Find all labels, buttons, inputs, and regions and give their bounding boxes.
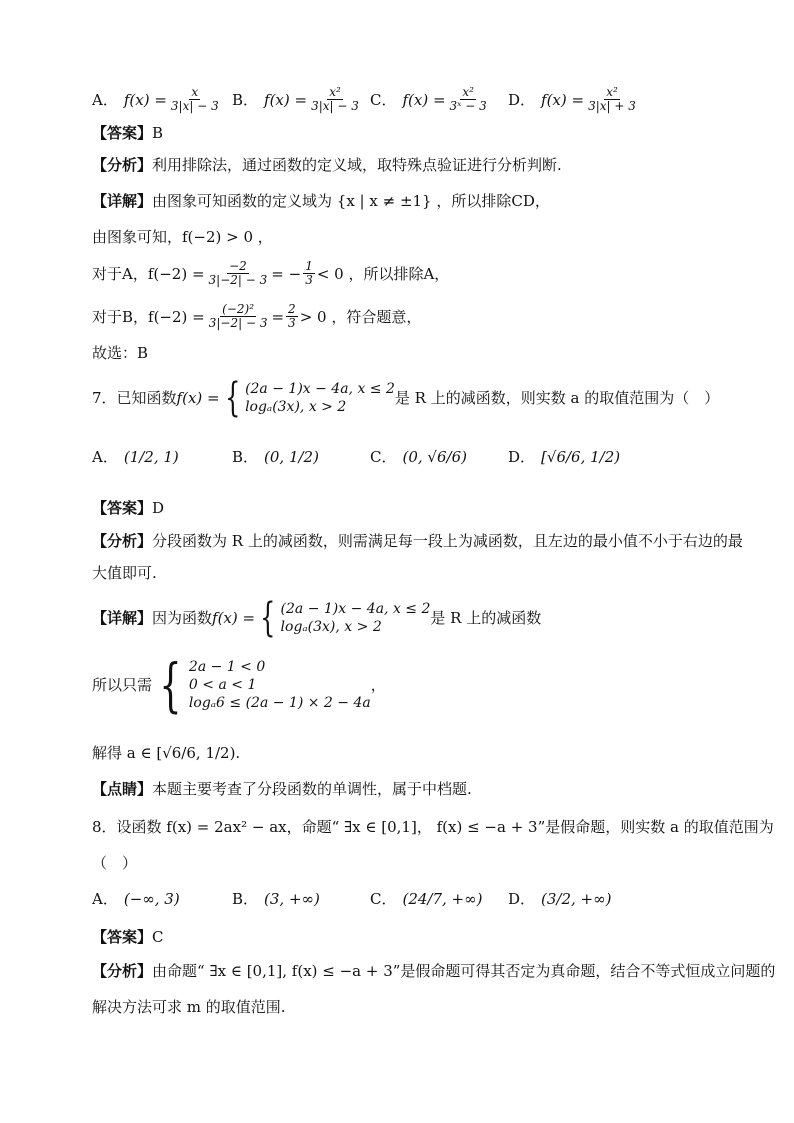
fraction: $\frac{x}{3|x| - 3}$ bbox=[170, 85, 219, 113]
q6-option-c: C． f(x) = $\frac{\text{x²}}{\text{3ˣ − 3}}$ bbox=[370, 85, 487, 113]
q6-detail-line-5: 故选：B bbox=[92, 344, 149, 362]
q7-option-d: D． [√6/6, 1/2) bbox=[508, 447, 621, 466]
q8-analysis-line-1: 【分析】由命题“ ∃x ∈ [0,1], f(x) ≤ −a + 3”是假命题可得其否定为真命题，结合不等式恒成立问题的 bbox=[92, 962, 776, 980]
fraction: $\frac{2}{3}$ bbox=[288, 302, 296, 330]
condition-system: 2a − 1 < 0 0 < a < 1 logₐ6 ≤ (2a − 1) × 2 − 4a bbox=[188, 659, 371, 711]
fraction: $\frac{\text{x²}}{3|x| - 3}$ bbox=[311, 85, 359, 113]
q7-option-a: A． (1/2, 1) bbox=[92, 447, 179, 466]
fraction: $\frac{1}{3}$ bbox=[305, 259, 313, 287]
left-brace: { bbox=[159, 651, 182, 719]
fraction: $\frac{\text{x²}}{3|x| + 3}$ bbox=[588, 85, 636, 113]
q8-option-d: D． (3/2, +∞) bbox=[508, 889, 612, 908]
q6-option-a: A． f(x) = $\frac{x}{3|x| - 3}$ bbox=[92, 85, 219, 113]
question-8-line-1: 8．设函数 f(x) = 2ax² − ax，命题“ ∃x ∈ [0,1]， f(x) ≤ −a + 3”是假命题，则实数 a 的取值范围为 bbox=[92, 818, 774, 836]
question-8-line-2: （ ） bbox=[92, 854, 138, 872]
q7-option-b: B． (0, 1/2) bbox=[232, 447, 319, 466]
q8-option-c: C． (24/7, +∞) bbox=[370, 889, 483, 908]
q7-option-c: C． (0, √6/6) bbox=[370, 447, 467, 466]
left-brace: { bbox=[224, 375, 240, 421]
q6-analysis: 【分析】利用排除法，通过函数的定义域，取特殊点验证进行分析判断. bbox=[92, 156, 562, 174]
q6-detail-line-4: 对于B，f(−2) = $\frac{\text{(−2)²}}{3|-2| - 3}$ = $\frac{2}{3}$ > 0 ，符合题意， bbox=[92, 302, 422, 330]
q8-option-b: B． (3, +∞) bbox=[232, 889, 320, 908]
q7-detail-line-3: 解得 a ∈ [√6/6, 1/2). bbox=[92, 744, 241, 762]
q8-answer: 【答案】C bbox=[92, 928, 164, 946]
piecewise-cases: (2a − 1)x − 4a, x ≤ 2 logₐ(3x), x > 2 bbox=[245, 381, 395, 415]
q8-option-a: A． (−∞, 3) bbox=[92, 889, 180, 908]
q6-option-d: D． f(x) = $\frac{\text{x²}}{3|x| + 3}$ bbox=[508, 85, 636, 113]
q7-detail-line-1: 【详解】 因为函数 f(x) = { (2a − 1)x − 4a, x ≤ 2 logₐ(3x), x > 2 是 R 上的减函数 bbox=[92, 595, 542, 641]
q7-analysis-line-1: 【分析】分段函数为 R 上的减函数，则需满足每一段上为减函数，且左边的最小值不小于右边的最 bbox=[92, 532, 743, 550]
q6-detail-line-1: 【详解】由图象可知函数的定义域为 {x | x ≠ ±1} ，所以排除CD， bbox=[92, 192, 550, 210]
q6-option-b: B． f(x) = $\frac{\text{x²}}{3|x| - 3}$ bbox=[232, 85, 359, 113]
left-brace: { bbox=[260, 595, 276, 641]
fraction: $\frac{\text{x²}}{\text{3ˣ − 3}}$ bbox=[449, 85, 487, 113]
q7-analysis-line-2: 大值即可. bbox=[92, 564, 157, 582]
q6-detail-line-3: 对于A，f(−2) = $\frac{-2}{3|-2| - 3}$ = − $\frac{1}{3}$ < 0 ，所以排除A， bbox=[92, 259, 450, 287]
q8-analysis-line-2: 解决方法可求 m 的取值范围. bbox=[92, 998, 286, 1016]
fraction: $\frac{-2}{3|-2| - 3}$ bbox=[208, 259, 268, 287]
q6-detail-line-2: 由图象可知，f(−2) > 0 ， bbox=[92, 228, 273, 246]
piecewise-cases: (2a − 1)x − 4a, x ≤ 2 logₐ(3x), x > 2 bbox=[280, 601, 431, 635]
q6-answer: 【答案】B bbox=[92, 124, 164, 142]
fraction: $\frac{\text{(−2)²}}{3|-2| - 3}$ bbox=[208, 302, 268, 330]
q7-answer: 【答案】D bbox=[92, 499, 165, 517]
question-7: 7．已知函数 f(x) = { (2a − 1)x − 4a, x ≤ 2 logₐ(3x), x > 2 是 R 上的减函数，则实数 a 的取值范围为（ ） bbox=[92, 375, 720, 421]
q7-detail-line-2: 所以只需 { 2a − 1 < 0 0 < a < 1 logₐ6 ≤ (2a − 1) × 2 − 4a ， bbox=[92, 651, 386, 719]
q7-comment: 【点睛】本题主要考查了分段函数的单调性，属于中档题. bbox=[92, 780, 472, 798]
